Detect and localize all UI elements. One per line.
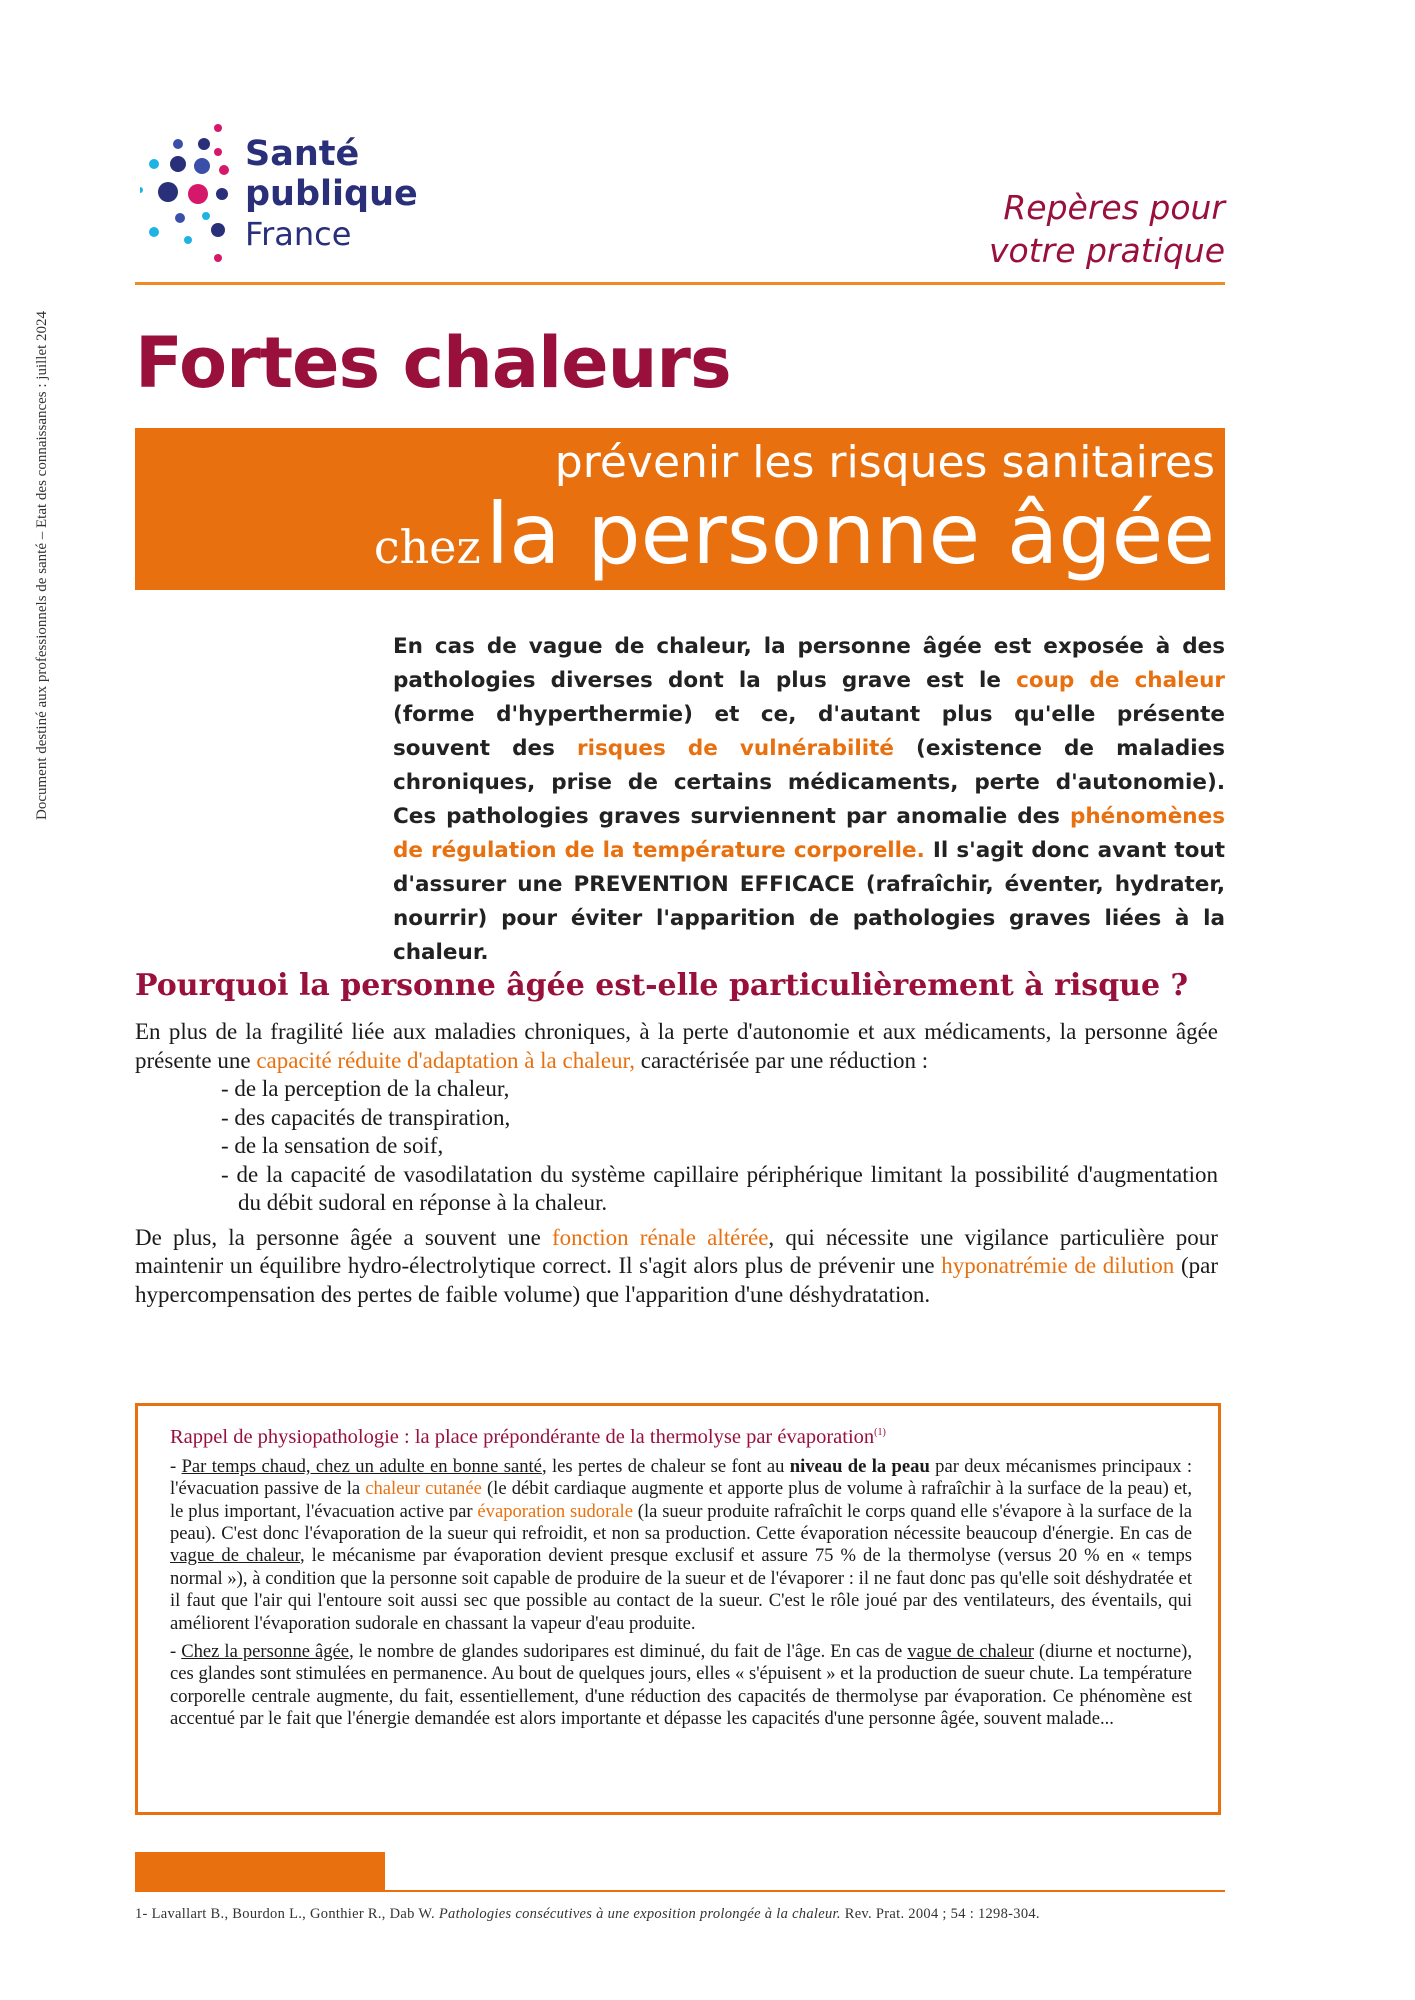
footer-bar [135, 1852, 385, 1890]
footnote-ref: (1) [874, 1427, 886, 1438]
box-underline: vague de chaleur [170, 1545, 300, 1567]
intro-text: En cas de vague de chaleur, la personne âgée est exposée à des pathologies diverses dont la plus grave est le [393, 634, 1225, 693]
section-highlight: fonction rénale altérée [551, 1224, 769, 1250]
box-text: par deux mécanismes principaux : l'évacuation passive de la [170, 1455, 1193, 1500]
section-text: De plus, la personne âgée a souvent une [135, 1224, 552, 1250]
banner-big: la personne âgée [485, 485, 1215, 583]
section-text: En plus de la fragilité liée aux maladies chroniques, à la perte d'autonomie et aux médicaments, la personne âgée présente une [135, 1019, 1218, 1073]
box-bold: niveau de la peau [789, 1455, 930, 1477]
intro-highlight: risques de vulnérabilité [576, 736, 894, 761]
risk-list [221, 1075, 1218, 1218]
header-rule [135, 282, 1225, 285]
box-paragraph-adult [170, 1456, 1192, 1635]
logo-line3: France [245, 215, 352, 253]
box-text: - [170, 1641, 182, 1663]
intro-highlight: coup de chaleur [1016, 668, 1225, 693]
box-text: , le nombre de glandes sudoripares est diminué, du fait de l'âge. En cas de [349, 1641, 908, 1663]
section-text: (par hypercompensation des pertes de faible volume) que l'apparition d'une déshydratation. [135, 1253, 1218, 1307]
section-text: caractérisée par une réduction : [635, 1047, 929, 1073]
logo-line1: Santé [245, 134, 360, 174]
reperes-line1: Repères pour [1003, 188, 1225, 227]
physiopathology-box [135, 1403, 1221, 1815]
section-highlight: capacité réduite d'adaptation à la chaleur, [256, 1047, 636, 1073]
footnote-text: Rev. Prat. 2004 ; 54 : 1298-304. [840, 1906, 1040, 1922]
intro-text: (forme d'hyperthermie) et ce, d'autant plus qu'elle présente souvent des [393, 702, 1225, 761]
box-title [170, 1420, 1192, 1450]
reperes-line2: votre pratique [988, 231, 1225, 270]
footnote [135, 1906, 1225, 1923]
section-paragraph-1 [135, 1018, 1218, 1075]
box-text: , le mécanisme par évaporation devient presque exclusif et assure 75 % de la thermolyse (versus 20 % en « temps normal »), à condition que la personne soit capable de produire de la sueur et de l'évaporer : il ne faut donc pas qu'elle soit déshydratée et il faut que l'air qui l'entoure soit aussi sec que possible au contact de la sueur. C'est le rôle joué par des ventilateurs, des éventails, qui améliorent l'évaporation sudorale en chassant la vapeur d'eau produite. [170, 1545, 1192, 1634]
box-title-text: Rappel de physiopathologie : la place prépondérante de la thermolyse par évaporation [170, 1425, 875, 1448]
intro-paragraph [393, 630, 1225, 970]
box-text: (diurne et nocturne), ces glandes sont stimulées en permanence. Au bout de quelques jours, elles « s'épuisent » et la production de sueur chute. La température corporelle centrale augmente, du fait, essentiellement, d'une réduction des capacités de thermolyse par évaporation. Ce phénomène est accentué par le fait que l'énergie demandée est alors importante et dépasse les capacités d'une personne âgée, souvent malade... [170, 1641, 1193, 1730]
box-highlight: chaleur cutanée [365, 1478, 482, 1500]
list-item: - de la sensation de soif, [221, 1133, 444, 1158]
box-paragraph-elderly [170, 1641, 1192, 1731]
footnote-text: 1- Lavallart B., Bourdon L., Gonthier R., Dab W. [135, 1906, 439, 1922]
intro-text: Il s'agit donc avant tout d'assurer une PREVENTION EFFICACE (rafraîchir, éventer, hydrater, nourrir) pour éviter l'apparition de pathologies graves liées à la chaleur. [393, 838, 1225, 965]
banner-main-line [135, 485, 1215, 604]
box-text: - [170, 1455, 182, 1477]
list-item: - des capacités de transpiration, [221, 1104, 511, 1130]
intro-text: (existence de maladies chroniques, prise de certains médicaments, perte d'autonomie). Ces pathologies graves surviennent par anomalie des [393, 736, 1225, 829]
title-banner [135, 428, 1225, 590]
section-highlight: hyponatrémie de dilution [941, 1253, 1175, 1278]
reperes-tagline [989, 186, 1225, 272]
box-text: (le débit cardiaque augmente et apporte plus de volume à rafraîchir à la surface de la peau) et, le plus important, l'évacuation active par [170, 1478, 1192, 1522]
intro-highlight: phénomènes de régulation de la température corporelle. [393, 804, 1225, 863]
logo-line2: publique [245, 174, 418, 214]
logo-dots-icon [140, 118, 240, 268]
logo [140, 118, 460, 268]
list-item: - de la capacité de vasodilatation du système capillaire périphérique limitant la possibilité d'augmentation du débit sudoral en réponse à la chaleur. [221, 1161, 1218, 1215]
side-note: Document destiné aux professionnels de santé – Etat des connaissances : juillet 2024 [34, 310, 50, 820]
box-underline: Par temps chaud, chez un adulte en bonne santé [181, 1455, 542, 1477]
box-underline: Chez la personne âgée [181, 1641, 350, 1663]
footnote-title: Pathologies consécutives à une exposition prolongée à la chaleur. [438, 1906, 841, 1922]
box-highlight: évaporation sudorale [477, 1500, 633, 1522]
footer-rule [135, 1890, 1225, 1892]
box-text: (la sueur produite rafraîchit le corps quand elle s'évapore à la surface de la peau). C'est donc l'évaporation de la sueur qui refroidit, et non sa production. Cette évaporation nécessite beaucoup d'énergie. En cas de [170, 1500, 1192, 1545]
section-text: , qui nécessite une vigilance particulière pour maintenir un équilibre hydro-électrolytique correct. Il s'agit alors plus de prévenir une [135, 1224, 1218, 1278]
banner-subtitle: prévenir les risques sanitaires [554, 437, 1215, 488]
page-title: Fortes chaleurs [135, 322, 731, 404]
section-paragraph-2 [135, 1224, 1218, 1310]
list-item: - de la perception de la chaleur, [221, 1076, 510, 1101]
box-text: , les pertes de chaleur se font au [541, 1455, 790, 1477]
section-heading: Pourquoi la personne âgée est-elle particulièrement à risque ? [135, 968, 1189, 1003]
box-underline: vague de chaleur [907, 1641, 1034, 1663]
section-body [135, 1018, 1218, 1309]
banner-chez: chez [373, 520, 481, 574]
